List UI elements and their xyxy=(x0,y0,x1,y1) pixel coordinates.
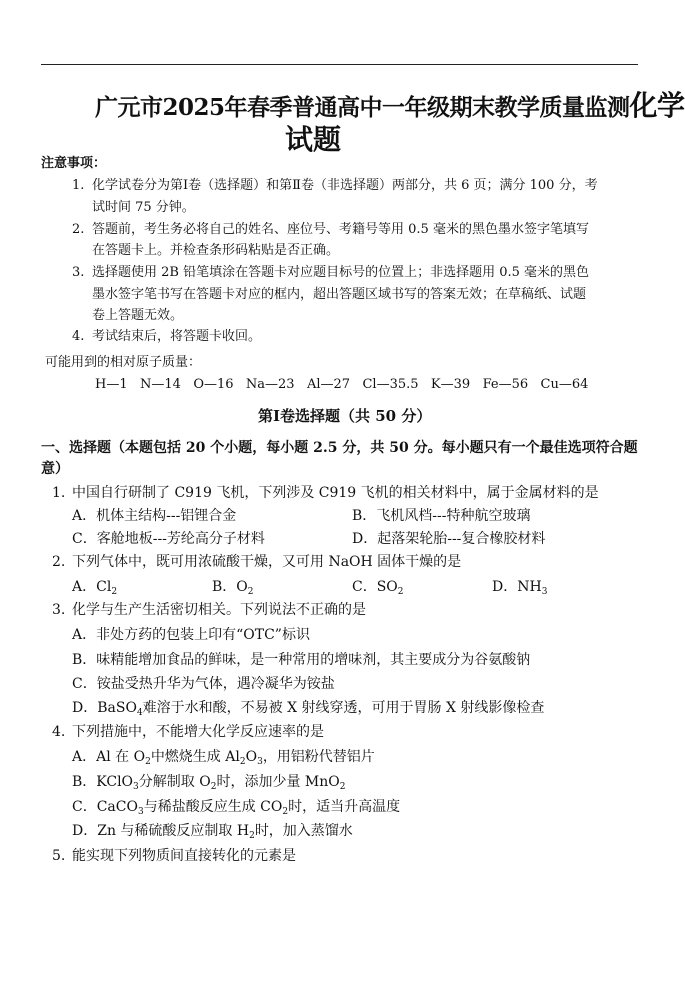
option-text: 中燃烧生成 Al xyxy=(150,749,240,765)
subscript: 2 xyxy=(339,782,346,792)
subscript: 2 xyxy=(210,782,217,792)
question-num: 1. xyxy=(52,485,66,501)
q4-option-b xyxy=(72,772,345,792)
question-text: 下列措施中，不能增大化学反应速率的是 xyxy=(72,724,324,740)
notice-item-2-cont: 在答题卡上。并检查条形码粘贴是否正确。 xyxy=(92,243,340,258)
notice-num: 1. xyxy=(72,178,85,193)
question-text: 化学与生产生活密切相关。下列说法不正确的是 xyxy=(72,602,366,618)
option-text: ，用铝粉代替铝片 xyxy=(262,749,375,765)
question-num: 2. xyxy=(52,554,66,570)
subscript: 2 xyxy=(247,587,254,597)
option-text: A．Cl xyxy=(72,579,112,595)
notice-item-1-cont: 试时间 75 分钟。 xyxy=(92,200,195,215)
notice-item-3-cont2: 卷上答题无效。 xyxy=(92,308,184,323)
option-text: 时，添加少量 MnO xyxy=(216,774,340,790)
notice-text: 答题前，考生务必将自己的姓名、座位号、考籍号等用 0.5 毫米的黑色墨水签字笔填写 xyxy=(92,222,589,237)
question-3-stem xyxy=(52,600,366,620)
q2-option-d xyxy=(492,577,547,597)
notice-num: 2. xyxy=(72,222,85,237)
option-text: O xyxy=(245,749,258,765)
exam-title-line2: 试题 xyxy=(285,123,342,156)
question-num: 4. xyxy=(52,724,66,740)
question-num: 3. xyxy=(52,602,66,618)
subscript: 2 xyxy=(111,587,118,597)
notice-heading: 注意事项： xyxy=(41,156,107,171)
notice-item-3 xyxy=(72,263,589,283)
question-4-stem xyxy=(52,722,324,742)
notice-text: 考试结束后，将答题卡收回。 xyxy=(92,329,262,344)
q4-option-c xyxy=(72,797,400,817)
subscript: 3 xyxy=(541,587,548,597)
subscript: 3 xyxy=(257,757,263,767)
subscript: 2 xyxy=(282,807,289,817)
q2-option-b xyxy=(212,577,254,597)
section-instruction: 一、选择题（本题包括 20 个小题，每小题 2.5 分，共 50 分。每小题只有一个最佳选项符合题 xyxy=(41,440,638,456)
q4-option-d xyxy=(72,821,353,841)
subscript: 4 xyxy=(136,708,143,718)
q4-option-a xyxy=(72,747,375,767)
question-2-stem xyxy=(52,552,461,572)
question-num: 5. xyxy=(52,848,66,864)
option-text: D．Zn 与稀硫酸反应制取 H xyxy=(72,823,250,839)
q2-option-c xyxy=(352,577,404,597)
option-text: 时，适当升高温度 xyxy=(288,799,401,815)
subscript: 2 xyxy=(249,831,255,841)
question-text: 能实现下列物质间直接转化的元素是 xyxy=(72,848,296,864)
subscript: 2 xyxy=(397,587,404,597)
notice-text: 化学试卷分为第Ⅰ卷（选择题）和第Ⅱ卷（非选择题）两部分，共 6 页；满分 100 分，考 xyxy=(92,178,598,193)
option-text: B．KClO xyxy=(72,774,134,790)
atomic-mass-label: 可能用到的相对原子质量： xyxy=(45,355,202,370)
question-text: 下列气体中，既可用浓硫酸干燥，又可用 NaOH 固体干燥的是 xyxy=(72,554,462,570)
q3-option-c: C．铵盐受热升华为气体，遇冷凝华为铵盐 xyxy=(72,676,335,692)
option-text: 与稀盐酸反应生成 CO xyxy=(143,799,283,815)
option-text: A．Al 在 O xyxy=(72,749,146,765)
subscript: 2 xyxy=(239,757,246,767)
notice-item-2 xyxy=(72,220,589,240)
option-text: C．SO xyxy=(352,579,398,595)
notice-item-3-cont1: 墨水签字笔书写在答题卡对应的框内，超出答题区域书写的答案无效；在草稿纸、试题 xyxy=(92,287,587,302)
q3-option-a: A．非处方药的包装上印有“OTC”标识 xyxy=(72,627,310,643)
q3-option-b: B．味精能增加食品的鲜味，是一种常用的增味剂，其主要成分为谷氨酸钠 xyxy=(72,652,531,668)
q1-option-b: B．飞机风档---特种航空玻璃 xyxy=(352,508,531,524)
q2-option-a xyxy=(72,577,117,597)
question-text: 中国自行研制了 C919 飞机，下列涉及 C919 飞机的相关材料中，属于金属材料的是 xyxy=(72,485,599,501)
subscript: 2 xyxy=(145,757,151,767)
section-instruction-cont: 意） xyxy=(41,461,69,477)
option-text: D．BaSO xyxy=(72,700,137,716)
option-text: 分解制取 O xyxy=(138,774,211,790)
notice-num: 4. xyxy=(72,329,85,344)
option-text: D．NH xyxy=(492,579,542,595)
atomic-mass-values: H—1 N—14 O—16 Na—23 Al—27 Cl—35.5 K—39 Fe—56 Cu—64 xyxy=(95,377,589,392)
q1-option-a: A．机体主结构---铝锂合金 xyxy=(72,508,237,524)
notice-num: 3. xyxy=(72,265,85,280)
option-text: 难溶于水和酸，不易被 X 射线穿透，可用于胃肠 X 射线影像检查 xyxy=(142,700,545,716)
q3-option-d xyxy=(72,698,544,718)
q1-option-d: D．起落架轮胎---复合橡胶材料 xyxy=(352,531,546,547)
q1-option-c: C．客舱地板---芳纶高分子材料 xyxy=(72,531,265,547)
option-text: C．CaCO xyxy=(72,799,138,815)
section-title: 第Ⅰ卷选择题（共 50 分） xyxy=(258,407,432,425)
notice-item-1 xyxy=(72,176,598,196)
question-5-stem xyxy=(52,846,296,866)
option-text: 时，加入蒸馏水 xyxy=(254,823,353,839)
question-1-stem xyxy=(52,483,599,503)
title-main: 广元市2025年春季普通高中一年级期末教学质量监测 xyxy=(95,94,630,121)
option-text: B．O xyxy=(212,579,248,595)
subscript: 3 xyxy=(137,807,144,817)
notice-text: 选择题使用 2B 铅笔填涂在答题卡对应题目标号的位置上；非选择题用 0.5 毫米的黑色 xyxy=(92,265,590,280)
top-rule xyxy=(41,64,638,65)
notice-item-4 xyxy=(72,327,261,347)
exam-title xyxy=(95,84,685,124)
title-subject: 化学 xyxy=(629,89,685,122)
subscript: 3 xyxy=(133,782,139,792)
